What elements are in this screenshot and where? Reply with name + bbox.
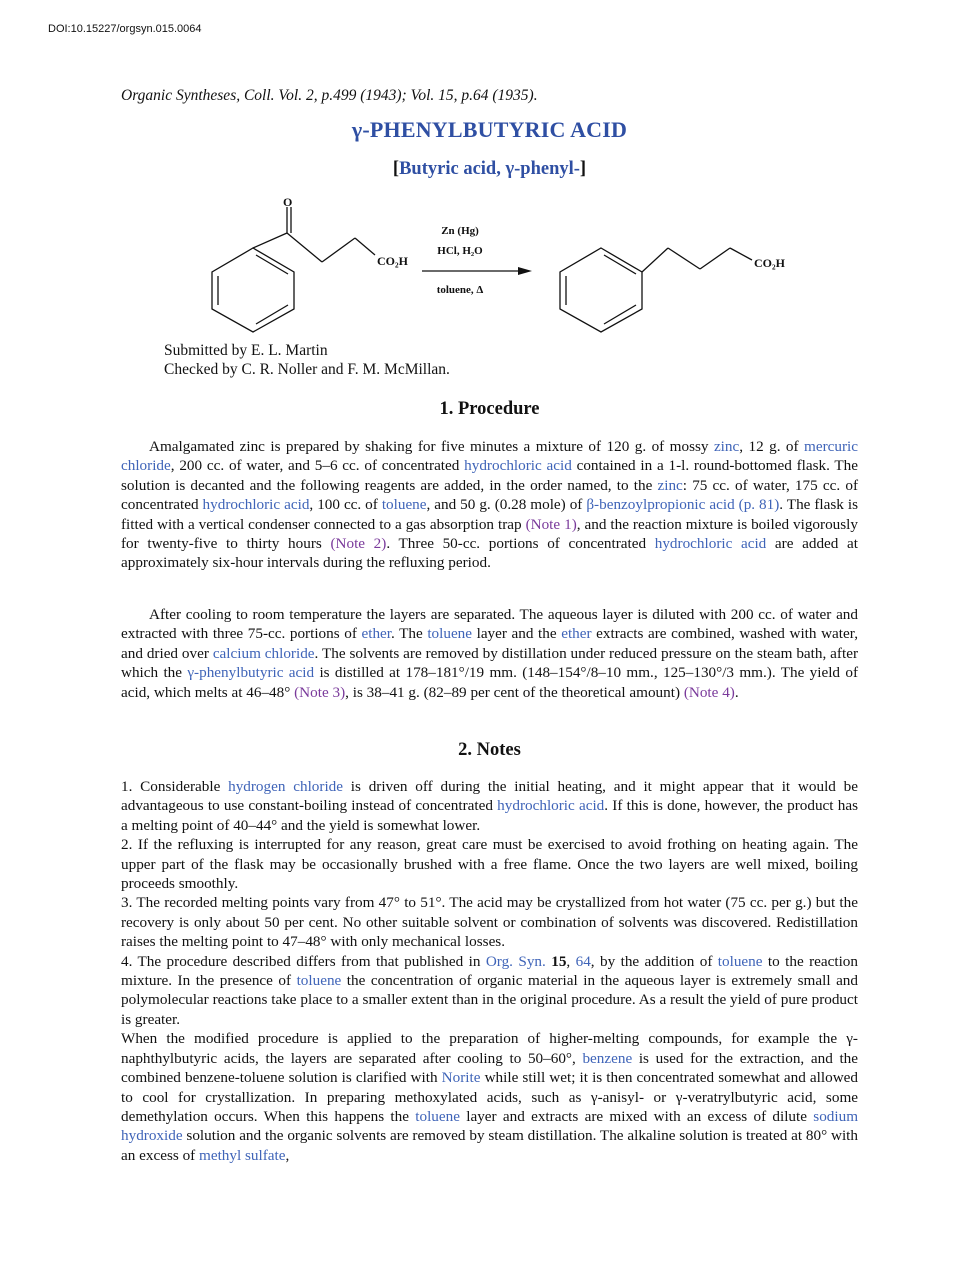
text-run: while still wet; it is then concentrated somewhat and allowed to cool for crystallization. In preparing methoxylated acids, such as γ-anisyl- or γ-veratrylbutyric acid, some demethylation occurs. When this happens the [121, 1069, 859, 1125]
note-3 [121, 893, 858, 951]
compound-link[interactable]: hydrochloric acid [202, 496, 310, 514]
subtitle-close-bracket: ] [579, 159, 587, 179]
checked-by: Checked by C. R. Noller and F. M. McMillan. [164, 361, 450, 378]
text-run: layer and extracts are mixed with an excess of dilute [459, 1107, 814, 1125]
doi-header: DOI:10.15227/orgsyn.015.0064 [48, 23, 202, 35]
compound-link[interactable]: toluene [717, 952, 763, 970]
left-side-chain [253, 207, 375, 262]
notes-heading: 2. Notes [458, 740, 521, 760]
text-run: , and 50 g. (0.28 mole) of [426, 496, 587, 514]
text-run: : 75 cc. of water, 175 cc. of concentrated [121, 476, 858, 514]
text-run: 3. The recorded melting points vary from 47° to 51°. The acid may be crystallized from hot water (75 cc. per g.) but the recovery is only about 50 per cent. No other suitable solvent or combination of solvents was discovered. Redistillation raises the melting point to 47–48° with only mechanical losses. [121, 894, 858, 951]
text-run: , and the reaction mixture is boiled vigorously for twenty-five to thirty hours [121, 515, 858, 553]
subtitle-open-bracket: [ [392, 159, 400, 179]
compound-link[interactable]: zinc [657, 476, 683, 494]
text-run: When the modified procedure is applied to the preparation of higher-melting compounds, for example the γ-naphthylbutyric acids, the layers are separated after cooling to 50–60°, [121, 1030, 858, 1067]
compound-link[interactable]: toluene [381, 496, 427, 514]
compound-link[interactable]: ether [561, 625, 592, 643]
procedure-p2-text [121, 605, 858, 702]
carbonyl-oxygen-label: O [283, 195, 293, 209]
text-run: . The [391, 625, 428, 643]
subtitle-compound-link[interactable]: Butyric acid, γ-phenyl- [399, 159, 580, 179]
text-run: , 12 g. of [739, 438, 805, 455]
text-run: . The solvents are removed by distillation under reduced pressure on the steam bath, after which the [121, 644, 858, 682]
compound-link[interactable]: methyl sulfate [199, 1146, 286, 1164]
compound-link[interactable]: ether [361, 625, 391, 643]
right-side-chain [642, 248, 752, 272]
text-run: 1. Considerable [121, 778, 229, 795]
page-title: γ-PHENYLBUTYRIC ACID [351, 117, 628, 142]
text-run: 2. If the refluxing is interrupted for any reason, great care must be exercised to avoid frothing on heating again. The upper part of the flask may be occasionally brushed with a free flame. Once the two layers are well mixed, boiling proceeds smoothly. [121, 836, 858, 893]
right-co2h-label: CO₂H [754, 256, 785, 270]
text-run: to the reaction mixture. In the presence of [121, 952, 858, 990]
text-run: . Three 50-cc. portions of concentrated [386, 535, 655, 553]
text-run: is distilled at 178–181°/19 mm. (148–154°/8–10 mm., 125–130°/3 mm.). The yield of acid, which melts at 46–48° [121, 664, 859, 701]
left-benzene-ring [212, 248, 294, 332]
note-reference-link[interactable]: (Note 4) [683, 683, 735, 701]
procedure-heading: 1. Procedure [439, 399, 540, 419]
note-reference-link[interactable]: (Note 1) [525, 515, 577, 533]
note-4 [121, 952, 858, 1030]
compound-link[interactable]: Org. Syn. [485, 952, 546, 970]
procedure-paragraph-2 [121, 605, 858, 702]
notes-block [121, 777, 858, 1165]
text-run: . [734, 683, 739, 701]
compound-link[interactable]: toluene [296, 972, 342, 990]
compound-link[interactable]: calcium chloride [212, 644, 315, 662]
procedure-paragraph-1 [121, 437, 858, 573]
compound-link[interactable]: hydrochloric acid [654, 535, 767, 553]
text-run: solution and the organic solvents are removed by steam distillation. The alkaline solution is treated at 80° with an excess of [121, 1127, 858, 1164]
compound-link[interactable]: hydrogen chloride [228, 778, 343, 795]
text-run: Amalgamated zinc is prepared by shaking for five minutes a mixture of 120 g. of mossy [149, 438, 714, 455]
text-run: extracts are combined, washed with water, and dried over [121, 625, 858, 662]
reaction-arrow-head [518, 267, 532, 275]
text-run: , by the addition of [590, 952, 718, 970]
text-run: contained in a 1-l. round-bottomed flask. The solution is decanted and the following reagents are added, in the order named, to the [121, 457, 858, 494]
left-co2h-label: CO₂H [377, 254, 408, 268]
note-4-continued [121, 1029, 858, 1165]
note-1 [121, 777, 858, 835]
compound-link[interactable]: benzene [582, 1049, 633, 1067]
reagent-zn-hg: Zn (Hg) [441, 225, 479, 237]
citation: Organic Syntheses, Coll. Vol. 2, p.499 (1943); Vol. 15, p.64 (1935). [121, 87, 538, 104]
authors-block [164, 341, 450, 379]
text-run: are added at approximately six-hour intervals during the refluxing period. [121, 535, 859, 572]
text-run: the concentration of organic material in the aqueous layer is extremely small and polymolecular reactions take place to a smaller extent than in the original procedure. As a result the yield of pure product is greater. [121, 972, 858, 1028]
compound-link[interactable]: toluene [427, 625, 473, 643]
text-run: , 100 cc. of [309, 496, 382, 514]
compound-link[interactable]: β-benzoylpropionic acid (p. 81) [586, 496, 780, 514]
text-run: , 200 cc. of water, and 5–6 cc. of concentrated [170, 457, 465, 475]
right-benzene-ring [560, 248, 642, 332]
compound-link[interactable]: 64 [575, 952, 591, 970]
compound-link[interactable]: sodium hydroxide [121, 1107, 859, 1145]
compound-link[interactable]: zinc [713, 438, 740, 455]
note-reference-link[interactable]: (Note 2) [330, 535, 387, 553]
compound-link[interactable]: hydrochloric acid [464, 457, 572, 475]
compound-link[interactable]: γ-phenylbutyric acid [187, 664, 315, 682]
compound-link[interactable]: toluene [415, 1107, 460, 1125]
note-reference-link[interactable]: (Note 3) [294, 683, 346, 701]
procedure-p1-text [121, 437, 858, 573]
reaction-scheme [170, 193, 810, 338]
compound-link[interactable]: hydrochloric acid [497, 797, 605, 815]
text-run: is driven off during the initial heating, and it might appear that it would be advantageous to use constant-boiling instead of concentrated [121, 778, 858, 815]
text-run: After cooling to room temperature the layers are separated. The aqueous layer is diluted with 200 cc. of water and extracted with three 75-cc. portions of [121, 606, 858, 643]
compound-link[interactable]: Norite [441, 1069, 481, 1087]
subtitle [0, 159, 979, 180]
text-run: . If this is done, however, the product has a melting point of 40–44° and the yield is somewhat lower. [121, 797, 858, 834]
text-run: , [285, 1146, 290, 1164]
reagent-hcl-water: HCl, H₂O [437, 245, 483, 257]
text-run: , is 38–41 g. (82–89 per cent of the theoretical amount) [345, 683, 684, 701]
text-run: , [566, 952, 576, 970]
text-run: layer and the [472, 625, 562, 643]
submitted-by: Submitted by E. L. Martin [164, 342, 328, 359]
text-run: is used for the extraction, and the combined benzene-toluene solution is clarified with [121, 1049, 859, 1087]
note-2 [121, 835, 858, 893]
compound-link[interactable]: mercuric chloride [121, 438, 858, 475]
reagent-toluene-heat: toluene, Δ [436, 284, 484, 296]
text-run: . The flask is fitted with a vertical condenser connected to a gas absorption trap [121, 496, 858, 533]
text-run: 4. The procedure described differs from that published in [121, 952, 486, 970]
volume-number: 15 [551, 952, 567, 970]
